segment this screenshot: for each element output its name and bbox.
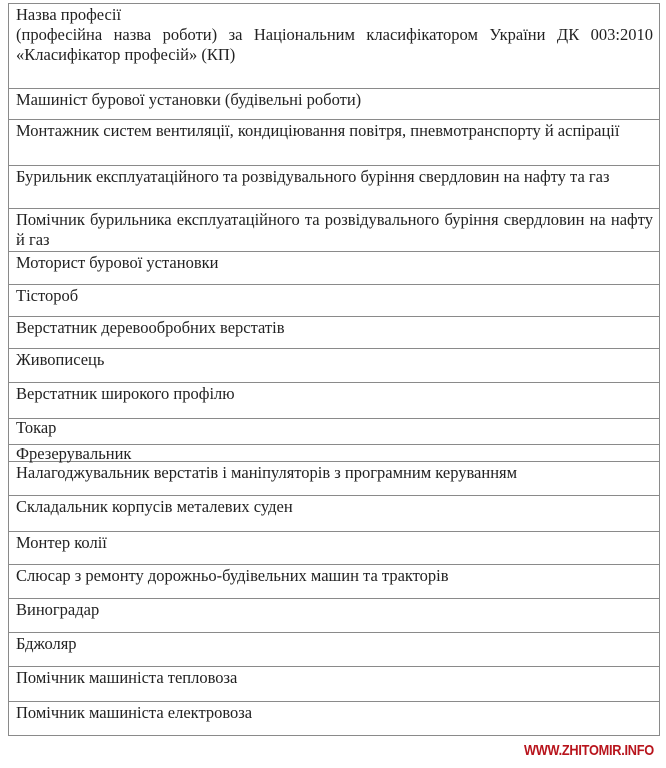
professions-table: [8, 3, 660, 736]
table-row: Монтажник систем вентиляції, кондиціювання повітря, пневмотранспорту й аспірації: [9, 119, 659, 165]
table-row: Помічник бурильника експлуатаційного та розвідувального буріння свердловин на нафту й газ: [9, 208, 659, 251]
header-subtitle: (професійна назва роботи) за Національним класифікатором України ДК 003:2010 «Класифікатор професій» (КП): [16, 25, 653, 64]
table-row: Машиніст бурової установки (будівельні роботи): [9, 88, 659, 119]
table-row: Складальник корпусів металевих суден: [9, 495, 659, 531]
table-header: [9, 4, 659, 88]
table-row: Фрезерувальник: [9, 444, 659, 461]
table-row: Бджоляр: [9, 632, 659, 666]
watermark: WWW.ZHITOMIR.INFO: [524, 742, 654, 759]
table-row: Живописець: [9, 348, 659, 382]
table-row: Помічник машиніста тепловоза: [9, 666, 659, 701]
table-row: Виноградар: [9, 598, 659, 632]
table-row: Бурильник експлуатаційного та розвідувального буріння свердловин на нафту та газ: [9, 165, 659, 208]
table-row: Моторист бурової установки: [9, 251, 659, 284]
table-row: Слюсар з ремонту дорожньо-будівельних машин та тракторів: [9, 564, 659, 598]
header-title: Назва професії: [16, 5, 122, 24]
table-row: Тістороб: [9, 284, 659, 316]
table-row: Верстатник деревообробних верстатів: [9, 316, 659, 348]
table-row: Верстатник широкого профілю: [9, 382, 659, 418]
table-row: Налагоджувальник верстатів і маніпуляторів з програмним керуванням: [9, 461, 659, 495]
table-row: Токар: [9, 418, 659, 444]
table-row: Монтер колії: [9, 531, 659, 564]
table-row: Помічник машиніста електровоза: [9, 701, 659, 735]
